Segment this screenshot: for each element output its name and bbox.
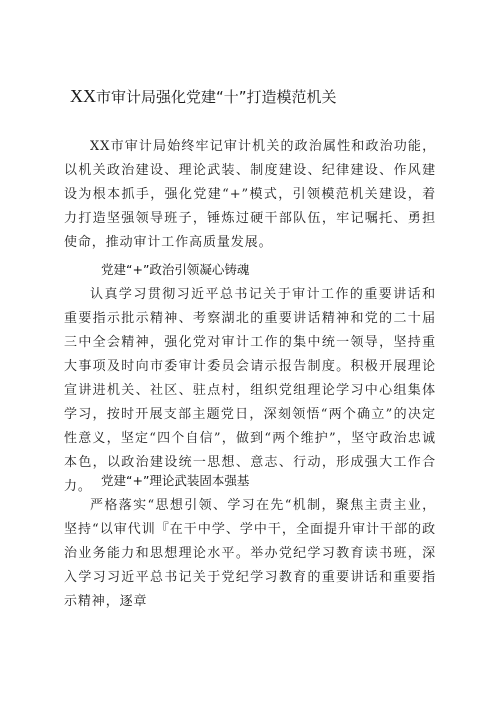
intro-paragraph: XX市审计局始终牢记审计机关的政治属性和政治功能，以机关政治建设、理论武装、制度建设、纪律建设、作风建设为根本抓手，强化党建“+”模式，引领模范机关建设，着力打造坚强领导班子，锤炼过硬干部队伍，牢记嘱托、勇担使命，推动审计工作高质量发展。: [64, 139, 436, 250]
document-title: [70, 86, 450, 107]
section-heading-theory: 党建“+”理论武装固本强基: [101, 473, 250, 488]
section-body-political: 认真学习贯彻习近平总书记关于审计工作的重要讲话和重要指示批示精神、考察湖北的重要讲话精神和党的二十届三中全会精神，强化党对审计工作的集中统一领导，坚持重大事项及时向市委审计委员会请示报告制度。积极开展理论宣讲进机关、社区、驻点村，组织党组理论学习中心组集体学习，按时开展支部主题党日，深刻领悟“两个确立”的决定性意义，坚定“四个自信”，做到“两个维护”，坚守政治忠诚本色，以政治建设统一思想、意志、行动，形成强大工作合力。: [64, 287, 436, 494]
section-heading-political: 党建“+”政治引领凝心铸魂: [101, 262, 250, 277]
title-text: 市审计局强化党建“十”打造模范机关: [96, 88, 337, 106]
title-prefix: XX: [70, 86, 96, 106]
section-body-theory: 严格落实“思想引领、学习在先“机制，聚焦主责主业，坚持“以审代训『在干中学、学中干，全面提升审计干部的政治业务能力和思想理论水平。举办党纪学习教育读书班，深入学习习近平总书记关于党纪学习教育的重要讲话和重要指示精神，逐章: [64, 498, 436, 609]
